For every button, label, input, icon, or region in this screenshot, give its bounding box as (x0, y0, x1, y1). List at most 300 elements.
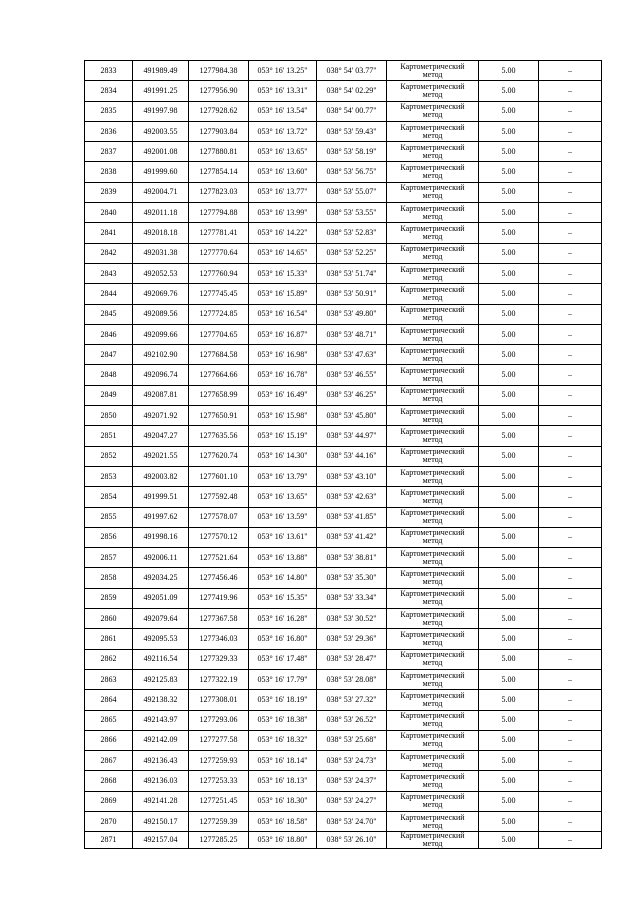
description-cell: – (539, 263, 602, 283)
description-cell: – (539, 304, 602, 324)
description-cell: – (539, 791, 602, 811)
table-row (85, 223, 602, 243)
longitude-cell: 038° 53' 33.34" (317, 588, 387, 608)
table-row (85, 710, 602, 730)
description-cell: – (539, 142, 602, 162)
accuracy-cell: 5.00 (479, 487, 539, 507)
method-line-1: Картометрический (400, 569, 465, 579)
point-number-cell: 2866 (85, 730, 133, 750)
description-cell: – (539, 223, 602, 243)
method-line-1: Картометрический (400, 102, 465, 112)
method-cell (387, 669, 479, 689)
description-cell: – (539, 162, 602, 182)
accuracy-cell: 5.00 (479, 182, 539, 202)
latitude-cell: 053° 16' 13.79" (249, 466, 317, 486)
longitude-cell: 038° 53' 35.30" (317, 568, 387, 588)
coord-y-cell: 1277578.07 (189, 507, 249, 527)
description-cell: – (539, 101, 602, 121)
coord-x-cell: 492116.54 (133, 649, 189, 669)
point-number-cell: 2856 (85, 527, 133, 547)
coord-x-cell: 492021.55 (133, 446, 189, 466)
method-line-1: Картометрический (400, 812, 465, 822)
table-row (85, 304, 602, 324)
method-line-2: метод (422, 839, 443, 849)
accuracy-cell: 5.00 (479, 832, 539, 849)
method-line-1: Картометрический (400, 366, 465, 376)
table-row (85, 365, 602, 385)
method-cell (387, 751, 479, 771)
longitude-cell: 038° 53' 42.63" (317, 487, 387, 507)
description-cell: – (539, 730, 602, 750)
description-cell: – (539, 609, 602, 629)
method-line-1: Картометрический (400, 183, 465, 193)
coord-y-cell: 1277794.88 (189, 203, 249, 223)
point-number-cell: 2845 (85, 304, 133, 324)
table-row (85, 345, 602, 365)
table-row (85, 588, 602, 608)
longitude-cell: 038° 53' 30.52" (317, 609, 387, 629)
accuracy-cell: 5.00 (479, 466, 539, 486)
method-line-2: метод (422, 658, 443, 668)
description-cell: – (539, 446, 602, 466)
accuracy-cell: 5.00 (479, 791, 539, 811)
coord-x-cell: 492089.56 (133, 304, 189, 324)
method-cell (387, 487, 479, 507)
latitude-cell: 053° 16' 18.19" (249, 690, 317, 710)
latitude-cell: 053° 16' 14.80" (249, 568, 317, 588)
latitude-cell: 053° 16' 16.54" (249, 304, 317, 324)
description-cell: – (539, 507, 602, 527)
coord-y-cell: 1277984.38 (189, 61, 249, 81)
description-cell: – (539, 121, 602, 141)
accuracy-cell: 5.00 (479, 81, 539, 101)
accuracy-cell: 5.00 (479, 690, 539, 710)
method-line-2: метод (422, 333, 443, 343)
latitude-cell: 053° 16' 18.13" (249, 771, 317, 791)
coord-y-cell: 1277253.33 (189, 771, 249, 791)
point-number-cell: 2838 (85, 162, 133, 182)
coord-y-cell: 1277704.65 (189, 324, 249, 344)
coord-y-cell: 1277724.85 (189, 304, 249, 324)
method-line-2: метод (422, 759, 443, 769)
coord-y-cell: 1277329.33 (189, 649, 249, 669)
latitude-cell: 053° 16' 14.22" (249, 223, 317, 243)
coord-y-cell: 1277903.84 (189, 121, 249, 141)
coord-x-cell: 492136.43 (133, 751, 189, 771)
method-cell (387, 527, 479, 547)
method-line-2: метод (422, 516, 443, 526)
method-line-2: метод (422, 313, 443, 323)
method-line-1: Картометрический (400, 670, 465, 680)
coord-x-cell: 492004.71 (133, 182, 189, 202)
table-row (85, 446, 602, 466)
coord-x-cell: 492079.64 (133, 609, 189, 629)
method-line-2: метод (422, 211, 443, 221)
method-cell (387, 304, 479, 324)
longitude-cell: 038° 53' 41.85" (317, 507, 387, 527)
method-cell (387, 365, 479, 385)
accuracy-cell: 5.00 (479, 304, 539, 324)
method-line-2: метод (422, 191, 443, 201)
latitude-cell: 053° 16' 13.59" (249, 507, 317, 527)
point-number-cell: 2857 (85, 548, 133, 568)
longitude-cell: 038° 53' 27.32" (317, 690, 387, 710)
description-cell: – (539, 751, 602, 771)
coord-y-cell: 1277770.64 (189, 243, 249, 263)
coord-x-cell: 492142.09 (133, 730, 189, 750)
method-cell (387, 507, 479, 527)
method-line-1: Картометрический (400, 589, 465, 599)
table-row (85, 61, 602, 81)
description-cell: – (539, 690, 602, 710)
method-line-1: Картометрический (400, 345, 465, 355)
longitude-cell: 038° 53' 41.42" (317, 527, 387, 547)
method-cell (387, 203, 479, 223)
accuracy-cell: 5.00 (479, 324, 539, 344)
point-number-cell: 2854 (85, 487, 133, 507)
method-line-1: Картометрический (400, 711, 465, 721)
latitude-cell: 053° 16' 13.88" (249, 548, 317, 568)
method-line-1: Картометрический (400, 386, 465, 396)
longitude-cell: 038° 53' 51.74" (317, 263, 387, 283)
accuracy-cell: 5.00 (479, 609, 539, 629)
accuracy-cell: 5.00 (479, 263, 539, 283)
point-number-cell: 2833 (85, 61, 133, 81)
point-number-cell: 2863 (85, 669, 133, 689)
latitude-cell: 053° 16' 13.65" (249, 487, 317, 507)
method-cell (387, 629, 479, 649)
longitude-cell: 038° 53' 28.47" (317, 649, 387, 669)
accuracy-cell: 5.00 (479, 548, 539, 568)
description-cell: – (539, 385, 602, 405)
point-number-cell: 2836 (85, 121, 133, 141)
coord-x-cell: 492138.32 (133, 690, 189, 710)
method-cell (387, 324, 479, 344)
coord-x-cell: 492069.76 (133, 284, 189, 304)
method-cell (387, 710, 479, 730)
accuracy-cell: 5.00 (479, 61, 539, 81)
accuracy-cell: 5.00 (479, 203, 539, 223)
coord-x-cell: 492011.18 (133, 203, 189, 223)
coord-y-cell: 1277745.45 (189, 284, 249, 304)
accuracy-cell: 5.00 (479, 385, 539, 405)
coord-x-cell: 492095.53 (133, 629, 189, 649)
method-cell (387, 609, 479, 629)
longitude-cell: 038° 53' 24.27" (317, 791, 387, 811)
coord-x-cell: 492047.27 (133, 426, 189, 446)
latitude-cell: 053° 16' 13.99" (249, 203, 317, 223)
longitude-cell: 038° 53' 29.36" (317, 629, 387, 649)
latitude-cell: 053° 16' 13.31" (249, 81, 317, 101)
method-cell (387, 548, 479, 568)
latitude-cell: 053° 16' 13.25" (249, 61, 317, 81)
longitude-cell: 038° 53' 47.63" (317, 345, 387, 365)
description-cell: – (539, 81, 602, 101)
method-line-1: Картометрический (400, 406, 465, 416)
method-line-1: Картометрический (400, 264, 465, 274)
method-cell (387, 406, 479, 426)
table-row (85, 669, 602, 689)
table-row (85, 548, 602, 568)
description-cell: – (539, 811, 602, 831)
table-row (85, 527, 602, 547)
table-row (85, 507, 602, 527)
coordinates-table (84, 60, 602, 849)
point-number-cell: 2859 (85, 588, 133, 608)
description-cell: – (539, 203, 602, 223)
point-number-cell: 2858 (85, 568, 133, 588)
table-body (85, 61, 602, 849)
coord-y-cell: 1277684.58 (189, 345, 249, 365)
coord-x-cell: 491999.51 (133, 487, 189, 507)
latitude-cell: 053° 16' 13.60" (249, 162, 317, 182)
method-line-2: метод (422, 820, 443, 830)
description-cell: – (539, 832, 602, 849)
point-number-cell: 2855 (85, 507, 133, 527)
method-line-1: Картометрический (400, 731, 465, 741)
coord-x-cell: 492150.17 (133, 811, 189, 831)
method-line-1: Картометрический (400, 325, 465, 335)
table-row (85, 629, 602, 649)
method-cell (387, 466, 479, 486)
description-cell: – (539, 487, 602, 507)
coord-x-cell: 492031.38 (133, 243, 189, 263)
point-number-cell: 2835 (85, 101, 133, 121)
coord-y-cell: 1277521.64 (189, 548, 249, 568)
table-row (85, 771, 602, 791)
latitude-cell: 053° 16' 18.58" (249, 811, 317, 831)
longitude-cell: 038° 53' 48.71" (317, 324, 387, 344)
coord-x-cell: 492003.55 (133, 121, 189, 141)
method-line-1: Картометрический (400, 508, 465, 518)
accuracy-cell: 5.00 (479, 527, 539, 547)
latitude-cell: 053° 16' 15.19" (249, 426, 317, 446)
longitude-cell: 038° 53' 24.37" (317, 771, 387, 791)
method-cell (387, 811, 479, 831)
coord-x-cell: 492052.53 (133, 263, 189, 283)
accuracy-cell: 5.00 (479, 243, 539, 263)
coord-x-cell: 491989.49 (133, 61, 189, 81)
accuracy-cell: 5.00 (479, 629, 539, 649)
method-line-2: метод (422, 110, 443, 120)
coord-x-cell: 492003.82 (133, 466, 189, 486)
method-cell (387, 385, 479, 405)
accuracy-cell: 5.00 (479, 771, 539, 791)
accuracy-cell: 5.00 (479, 142, 539, 162)
description-cell: – (539, 568, 602, 588)
method-cell (387, 649, 479, 669)
accuracy-cell: 5.00 (479, 568, 539, 588)
coord-y-cell: 1277760.94 (189, 263, 249, 283)
method-line-2: метод (422, 577, 443, 587)
coord-y-cell: 1277592.48 (189, 487, 249, 507)
method-line-2: метод (422, 232, 443, 242)
longitude-cell: 038° 53' 44.97" (317, 426, 387, 446)
coord-y-cell: 1277781.41 (189, 223, 249, 243)
coord-y-cell: 1277601.10 (189, 466, 249, 486)
longitude-cell: 038° 53' 24.73" (317, 751, 387, 771)
method-cell (387, 771, 479, 791)
table-row (85, 162, 602, 182)
latitude-cell: 053° 16' 13.54" (249, 101, 317, 121)
table-row (85, 182, 602, 202)
point-number-cell: 2844 (85, 284, 133, 304)
accuracy-cell: 5.00 (479, 751, 539, 771)
method-cell (387, 182, 479, 202)
method-line-1: Картометрический (400, 690, 465, 700)
coord-x-cell: 492136.03 (133, 771, 189, 791)
description-cell: – (539, 345, 602, 365)
latitude-cell: 053° 16' 18.30" (249, 791, 317, 811)
coord-x-cell: 492006.11 (133, 548, 189, 568)
point-number-cell: 2851 (85, 426, 133, 446)
coord-y-cell: 1277620.74 (189, 446, 249, 466)
table-row (85, 426, 602, 446)
coord-x-cell: 491997.98 (133, 101, 189, 121)
table-row (85, 142, 602, 162)
longitude-cell: 038° 53' 53.55" (317, 203, 387, 223)
method-line-1: Картометрический (400, 142, 465, 152)
table-row (85, 791, 602, 811)
longitude-cell: 038° 53' 43.10" (317, 466, 387, 486)
latitude-cell: 053° 16' 15.35" (249, 588, 317, 608)
accuracy-cell: 5.00 (479, 406, 539, 426)
description-cell: – (539, 548, 602, 568)
description-cell: – (539, 527, 602, 547)
coord-y-cell: 1277823.03 (189, 182, 249, 202)
point-number-cell: 2837 (85, 142, 133, 162)
table-row (85, 690, 602, 710)
description-cell: – (539, 426, 602, 446)
description-cell: – (539, 649, 602, 669)
coord-y-cell: 1277322.19 (189, 669, 249, 689)
description-cell: – (539, 406, 602, 426)
description-cell: – (539, 284, 602, 304)
accuracy-cell: 5.00 (479, 121, 539, 141)
accuracy-cell: 5.00 (479, 101, 539, 121)
table-row (85, 649, 602, 669)
accuracy-cell: 5.00 (479, 446, 539, 466)
coord-y-cell: 1277419.96 (189, 588, 249, 608)
accuracy-cell: 5.00 (479, 284, 539, 304)
method-line-2: метод (422, 780, 443, 790)
coord-x-cell: 491999.60 (133, 162, 189, 182)
coord-x-cell: 492141.28 (133, 791, 189, 811)
latitude-cell: 053° 16' 17.48" (249, 649, 317, 669)
method-line-1: Картометрический (400, 305, 465, 315)
method-line-2: метод (422, 739, 443, 749)
coord-x-cell: 491997.62 (133, 507, 189, 527)
coord-y-cell: 1277259.39 (189, 811, 249, 831)
table-row (85, 406, 602, 426)
coord-y-cell: 1277367.58 (189, 609, 249, 629)
description-cell: – (539, 771, 602, 791)
accuracy-cell: 5.00 (479, 365, 539, 385)
method-line-1: Картометрический (400, 792, 465, 802)
description-cell: – (539, 669, 602, 689)
coord-y-cell: 1277854.14 (189, 162, 249, 182)
point-number-cell: 2846 (85, 324, 133, 344)
point-number-cell: 2849 (85, 385, 133, 405)
longitude-cell: 038° 53' 55.07" (317, 182, 387, 202)
longitude-cell: 038° 53' 44.16" (317, 446, 387, 466)
accuracy-cell: 5.00 (479, 710, 539, 730)
longitude-cell: 038° 54' 02.29" (317, 81, 387, 101)
method-line-2: метод (422, 171, 443, 181)
table-row (85, 568, 602, 588)
method-line-2: метод (422, 394, 443, 404)
coord-y-cell: 1277259.93 (189, 751, 249, 771)
method-line-2: метод (422, 617, 443, 627)
table-row (85, 324, 602, 344)
description-cell: – (539, 629, 602, 649)
coord-y-cell: 1277956.90 (189, 81, 249, 101)
description-cell: – (539, 182, 602, 202)
latitude-cell: 053° 16' 16.49" (249, 385, 317, 405)
point-number-cell: 2848 (85, 365, 133, 385)
method-line-2: метод (422, 698, 443, 708)
latitude-cell: 053° 16' 13.77" (249, 182, 317, 202)
coord-x-cell: 492125.83 (133, 669, 189, 689)
longitude-cell: 038° 53' 25.68" (317, 730, 387, 750)
point-number-cell: 2868 (85, 771, 133, 791)
method-line-1: Картометрический (400, 487, 465, 497)
method-line-1: Картометрический (400, 751, 465, 761)
coord-x-cell: 492102.90 (133, 345, 189, 365)
description-cell: – (539, 710, 602, 730)
method-line-1: Картометрический (400, 772, 465, 782)
coord-y-cell: 1277251.45 (189, 791, 249, 811)
method-line-2: метод (422, 130, 443, 140)
method-cell (387, 446, 479, 466)
point-number-cell: 2861 (85, 629, 133, 649)
point-number-cell: 2834 (85, 81, 133, 101)
table-row (85, 284, 602, 304)
coord-x-cell: 491991.25 (133, 81, 189, 101)
coord-y-cell: 1277650.91 (189, 406, 249, 426)
method-cell (387, 243, 479, 263)
point-number-cell: 2839 (85, 182, 133, 202)
coord-y-cell: 1277293.06 (189, 710, 249, 730)
accuracy-cell: 5.00 (479, 345, 539, 365)
table-row (85, 101, 602, 121)
table-row (85, 811, 602, 831)
longitude-cell: 038° 53' 46.25" (317, 385, 387, 405)
method-line-1: Картометрический (400, 224, 465, 234)
method-cell (387, 791, 479, 811)
accuracy-cell: 5.00 (479, 162, 539, 182)
longitude-cell: 038° 53' 28.08" (317, 669, 387, 689)
latitude-cell: 053° 16' 17.79" (249, 669, 317, 689)
latitude-cell: 053° 16' 18.38" (249, 710, 317, 730)
latitude-cell: 053° 16' 13.65" (249, 142, 317, 162)
point-number-cell: 2860 (85, 609, 133, 629)
latitude-cell: 053° 16' 18.14" (249, 751, 317, 771)
point-number-cell: 2869 (85, 791, 133, 811)
latitude-cell: 053° 16' 16.98" (249, 345, 317, 365)
table-row (85, 487, 602, 507)
point-number-cell: 2871 (85, 832, 133, 849)
point-number-cell: 2870 (85, 811, 133, 831)
table-row (85, 203, 602, 223)
method-line-2: метод (422, 536, 443, 546)
coord-x-cell: 492018.18 (133, 223, 189, 243)
table-row (85, 832, 602, 849)
method-line-1: Картометрический (400, 447, 465, 457)
point-number-cell: 2864 (85, 690, 133, 710)
method-line-1: Картометрический (400, 609, 465, 619)
method-cell (387, 832, 479, 849)
